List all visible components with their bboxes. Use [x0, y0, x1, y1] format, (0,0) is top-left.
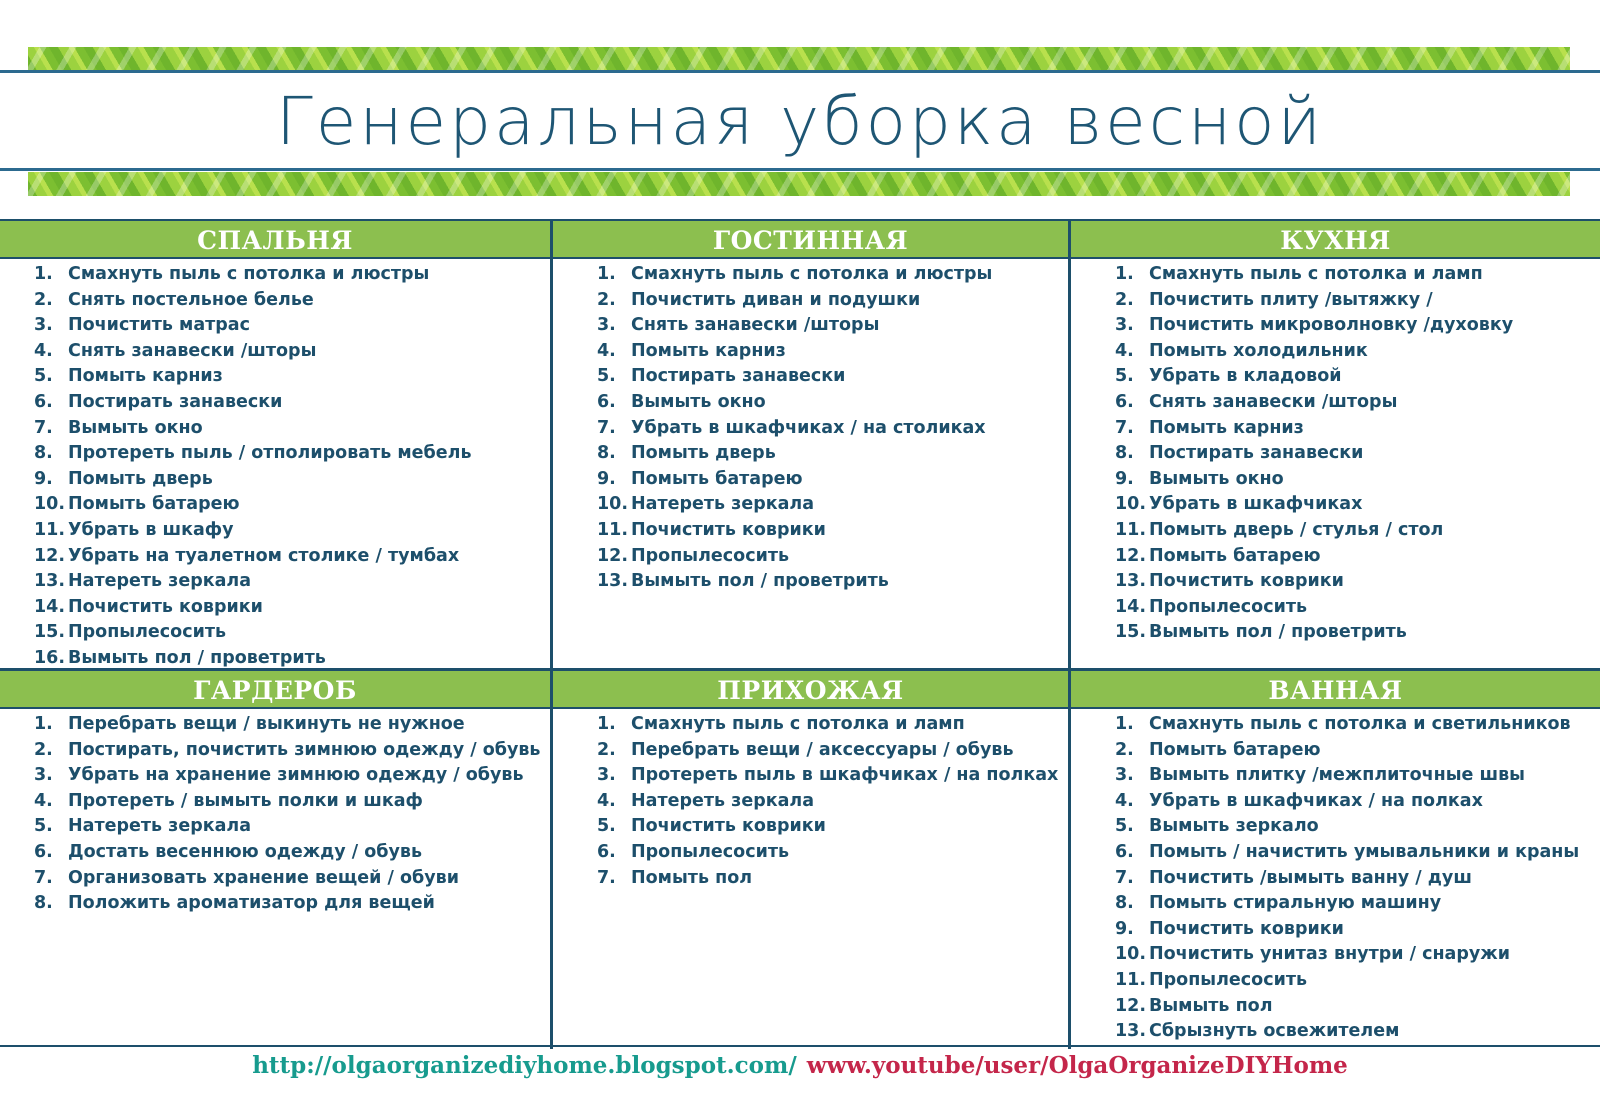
task-item	[553, 313, 1068, 339]
task-number: 3.	[597, 765, 616, 786]
task-list	[0, 709, 550, 917]
task-item	[553, 738, 1068, 764]
task-number: 13.	[597, 571, 629, 592]
task-item	[553, 518, 1068, 544]
task-item	[0, 467, 550, 493]
task-item	[1071, 942, 1600, 968]
task-item	[0, 262, 550, 288]
task-item	[1071, 891, 1600, 917]
task-number: 5.	[597, 366, 616, 387]
task-item	[0, 518, 550, 544]
task-number: 2.	[597, 739, 616, 760]
task-item	[1071, 441, 1600, 467]
task-number: 13.	[34, 571, 66, 592]
task-number: 7.	[34, 417, 53, 438]
task-item	[0, 738, 550, 764]
task-item	[0, 866, 550, 892]
task-item	[553, 339, 1068, 365]
task-number: 8.	[34, 443, 53, 464]
task-item	[0, 416, 550, 442]
youtube-link[interactable]: www.youtube/user/OlgaOrganizeDIYHome	[806, 1052, 1348, 1079]
task-list	[1071, 709, 1600, 1045]
task-text: Вымыть пол / проветрить	[68, 647, 326, 668]
task-number: 5.	[34, 816, 53, 837]
task-text: Убрать в кладовой	[1149, 366, 1342, 387]
task-number: 1.	[597, 264, 616, 284]
task-text: Убрать в шкафчиках	[1149, 494, 1363, 515]
task-text: Положить ароматизатор для вещей	[68, 893, 435, 914]
task-number: 2.	[34, 289, 53, 310]
task-number: 4.	[1115, 790, 1134, 811]
task-text: Пропылесосить	[68, 622, 227, 643]
task-item	[1071, 620, 1600, 646]
task-list	[553, 259, 1068, 595]
title-divider-top	[0, 70, 1600, 73]
task-text: Вымыть плитку /межплиточные швы	[1149, 765, 1525, 786]
task-number: 9.	[597, 468, 616, 489]
task-text: Смахнуть пыль с потолка и ламп	[1149, 264, 1483, 284]
section-hallway	[553, 671, 1071, 1049]
task-text: Помыть батарею	[68, 494, 240, 515]
task-text: Постирать занавески	[631, 366, 846, 387]
task-number: 15.	[1115, 622, 1147, 643]
task-number: 7.	[597, 417, 616, 438]
task-text: Почистить диван и подушки	[631, 289, 921, 310]
task-text: Вымыть пол	[1149, 995, 1273, 1016]
task-text: Почистить коврики	[68, 596, 263, 617]
section-heading: ВАННАЯ	[1071, 671, 1600, 709]
task-number: 3.	[1115, 315, 1134, 336]
task-number: 13.	[1115, 571, 1147, 592]
task-text: Почистить коврики	[631, 816, 826, 837]
task-text: Сбрызнуть освежителем	[1149, 1021, 1400, 1042]
task-text: Снять занавески /шторы	[1149, 391, 1398, 412]
task-item	[0, 364, 550, 390]
section-living-room	[553, 221, 1071, 671]
task-text: Перебрать вещи / аксессуары / обувь	[631, 739, 1014, 760]
section-wardrobe	[0, 671, 553, 1049]
task-item	[1071, 288, 1600, 314]
task-list	[1071, 259, 1600, 646]
task-number: 12.	[1115, 995, 1147, 1016]
task-number: 5.	[34, 366, 53, 387]
task-text: Вымыть окно	[1149, 468, 1284, 489]
task-number: 1.	[1115, 264, 1134, 284]
task-item	[1071, 569, 1600, 595]
task-number: 1.	[34, 264, 53, 284]
task-number: 1.	[597, 714, 616, 734]
task-item	[0, 595, 550, 621]
task-number: 12.	[1115, 545, 1147, 566]
task-item	[1071, 994, 1600, 1020]
task-item	[1071, 968, 1600, 994]
task-text: Помыть стиральную машину	[1149, 893, 1442, 914]
section-kitchen	[1071, 221, 1600, 671]
task-item	[0, 569, 550, 595]
task-text: Убрать на хранение зимнюю одежду / обувь	[68, 765, 524, 786]
task-item	[0, 763, 550, 789]
task-text: Постирать занавески	[68, 391, 283, 412]
task-text: Почистить матрас	[68, 315, 250, 336]
task-number: 3.	[1115, 765, 1134, 786]
task-item	[1071, 840, 1600, 866]
task-item	[553, 262, 1068, 288]
task-number: 4.	[597, 340, 616, 361]
task-number: 12.	[34, 545, 66, 566]
task-list	[553, 709, 1068, 891]
task-item	[0, 814, 550, 840]
blog-link[interactable]: http://olgaorganizediyhome.blogspot.com/	[252, 1052, 797, 1079]
task-number: 9.	[1115, 468, 1134, 489]
task-text: Вымыть окно	[68, 417, 203, 438]
task-number: 3.	[34, 315, 53, 336]
task-text: Вымыть окно	[631, 391, 766, 412]
task-item	[0, 646, 550, 672]
task-number: 13.	[1115, 1021, 1147, 1042]
section-heading: СПАЛЬНЯ	[0, 221, 550, 259]
task-number: 8.	[34, 893, 53, 914]
task-number: 2.	[1115, 739, 1134, 760]
task-text: Достать весеннюю одежду / обувь	[68, 841, 423, 862]
task-item	[0, 712, 550, 738]
task-item	[553, 467, 1068, 493]
task-text: Перебрать вещи / выкинуть не нужное	[68, 714, 465, 734]
decorative-green-band-top	[28, 47, 1570, 71]
task-number: 4.	[34, 340, 53, 361]
task-item	[1071, 313, 1600, 339]
task-item	[0, 339, 550, 365]
task-text: Убрать в шкафчиках / на полках	[1149, 790, 1483, 811]
task-text: Постирать занавески	[1149, 443, 1364, 464]
task-number: 11.	[597, 519, 629, 540]
task-item	[1071, 763, 1600, 789]
task-text: Снять занавески /шторы	[631, 315, 880, 336]
task-item	[1071, 416, 1600, 442]
section-bedroom	[0, 221, 553, 671]
task-text: Убрать в шкафчиках / на столиках	[631, 417, 986, 438]
task-text: Помыть пол	[631, 867, 753, 888]
task-item	[553, 364, 1068, 390]
task-number: 6.	[597, 391, 616, 412]
task-text: Натереть зеркала	[631, 494, 815, 515]
task-text: Почистить микроволновку /духовку	[1149, 315, 1514, 336]
task-text: Помыть дверь	[631, 443, 776, 464]
task-text: Убрать на туалетном столике / тумбах	[68, 545, 460, 566]
task-item	[0, 313, 550, 339]
task-number: 14.	[1115, 596, 1147, 617]
task-item	[553, 569, 1068, 595]
page-title: Генеральная уборка весной	[275, 83, 1325, 160]
task-text: Почистить коврики	[1149, 918, 1344, 939]
task-number: 6.	[1115, 841, 1134, 862]
task-text: Смахнуть пыль с потолка и люстры	[68, 264, 430, 284]
task-number: 11.	[1115, 969, 1147, 990]
task-text: Снять постельное белье	[68, 289, 314, 310]
section-heading: ГОСТИННАЯ	[553, 221, 1068, 259]
task-item	[1071, 390, 1600, 416]
task-text: Почистить унитаз внутри / снаружи	[1149, 944, 1510, 965]
task-number: 5.	[597, 816, 616, 837]
task-text: Помыть дверь	[68, 468, 213, 489]
task-item	[0, 620, 550, 646]
task-item	[1071, 339, 1600, 365]
task-number: 8.	[597, 443, 616, 464]
task-text: Помыть дверь / стулья / стол	[1149, 519, 1444, 540]
task-number: 10.	[34, 494, 66, 515]
task-text: Пропылесосить	[1149, 596, 1308, 617]
task-item	[1071, 712, 1600, 738]
task-text: Вымыть пол / проветрить	[1149, 622, 1407, 643]
task-text: Снять занавески /шторы	[68, 340, 317, 361]
task-text: Пропылесосить	[631, 841, 790, 862]
task-number: 7.	[1115, 867, 1134, 888]
task-text: Натереть зеркала	[631, 790, 815, 811]
task-number: 1.	[34, 714, 53, 734]
task-text: Убрать в шкафу	[68, 519, 234, 540]
task-item	[1071, 518, 1600, 544]
task-item	[553, 441, 1068, 467]
task-number: 16.	[34, 647, 66, 668]
task-text: Помыть батарею	[1149, 739, 1321, 760]
task-text: Вымыть зеркало	[1149, 816, 1319, 837]
task-item	[1071, 262, 1600, 288]
section-heading: ПРИХОЖАЯ	[553, 671, 1068, 709]
task-item	[553, 416, 1068, 442]
task-text: Помыть батарею	[1149, 545, 1321, 566]
task-item	[553, 866, 1068, 892]
task-number: 11.	[1115, 519, 1147, 540]
task-item	[553, 544, 1068, 570]
task-item	[553, 390, 1068, 416]
task-item	[0, 492, 550, 518]
task-text: Протереть / вымыть полки и шкаф	[68, 790, 423, 811]
task-number: 6.	[1115, 391, 1134, 412]
task-item	[1071, 814, 1600, 840]
task-item	[1071, 595, 1600, 621]
task-number: 10.	[1115, 944, 1147, 965]
task-text: Организовать хранение вещей / обуви	[68, 867, 459, 888]
task-item	[1071, 917, 1600, 943]
task-item	[1071, 364, 1600, 390]
task-item	[0, 288, 550, 314]
task-text: Помыть / начистить умывальники и краны	[1149, 841, 1580, 862]
task-number: 15.	[34, 622, 66, 643]
task-item	[553, 763, 1068, 789]
task-number: 10.	[1115, 494, 1147, 515]
task-number: 5.	[1115, 366, 1134, 387]
task-item	[553, 492, 1068, 518]
task-number: 9.	[34, 468, 53, 489]
task-text: Натереть зеркала	[68, 571, 252, 592]
task-number: 2.	[34, 739, 53, 760]
section-heading: ГАРДЕРОБ	[0, 671, 550, 709]
task-text: Почистить плиту /вытяжку /	[1149, 289, 1433, 310]
task-list	[0, 259, 550, 672]
task-number: 7.	[597, 867, 616, 888]
task-number: 1.	[1115, 714, 1134, 734]
task-number: 7.	[34, 867, 53, 888]
task-number: 14.	[34, 596, 66, 617]
task-text: Помыть карниз	[631, 340, 786, 361]
task-number: 4.	[1115, 340, 1134, 361]
task-number: 10.	[597, 494, 629, 515]
task-item	[1071, 467, 1600, 493]
task-item	[1071, 789, 1600, 815]
task-item	[1071, 866, 1600, 892]
task-number: 12.	[597, 545, 629, 566]
decorative-green-band-bottom	[28, 172, 1570, 196]
task-number: 8.	[1115, 443, 1134, 464]
task-item	[1071, 544, 1600, 570]
task-item	[553, 288, 1068, 314]
task-text: Смахнуть пыль с потолка и люстры	[631, 264, 993, 284]
task-number: 3.	[597, 315, 616, 336]
task-number: 4.	[34, 790, 53, 811]
task-text: Помыть холодильник	[1149, 340, 1368, 361]
task-text: Вымыть пол / проветрить	[631, 571, 889, 592]
task-number: 3.	[34, 765, 53, 786]
task-number: 2.	[1115, 289, 1134, 310]
task-item	[0, 891, 550, 917]
task-item	[0, 789, 550, 815]
task-number: 4.	[597, 790, 616, 811]
task-number: 7.	[1115, 417, 1134, 438]
task-number: 8.	[1115, 893, 1134, 914]
task-item	[553, 789, 1068, 815]
task-item	[1071, 492, 1600, 518]
task-item	[0, 390, 550, 416]
task-text: Протереть пыль / отполировать мебель	[68, 443, 472, 464]
task-item	[553, 712, 1068, 738]
task-number: 6.	[34, 391, 53, 412]
task-item	[0, 441, 550, 467]
task-text: Помыть батарею	[631, 468, 803, 489]
task-item	[553, 840, 1068, 866]
task-text: Протереть пыль в шкафчиках / на полках	[631, 765, 1059, 786]
section-bathroom	[1071, 671, 1600, 1049]
task-text: Помыть карниз	[68, 366, 223, 387]
task-item	[1071, 738, 1600, 764]
task-text: Почистить коврики	[1149, 571, 1344, 592]
section-heading: КУХНЯ	[1071, 221, 1600, 259]
task-number: 6.	[597, 841, 616, 862]
task-text: Почистить коврики	[631, 519, 826, 540]
task-number: 11.	[34, 519, 66, 540]
task-text: Помыть карниз	[1149, 417, 1304, 438]
task-item	[553, 814, 1068, 840]
task-text: Смахнуть пыль с потолка и светильников	[1149, 714, 1571, 734]
task-item	[0, 840, 550, 866]
task-text: Почистить /вымыть ванну / душ	[1149, 867, 1472, 888]
checklist-grid	[0, 219, 1600, 1047]
title-divider-bottom	[0, 168, 1600, 171]
task-item	[1071, 1019, 1600, 1045]
task-text: Пропылесосить	[631, 545, 790, 566]
footer-links	[0, 1051, 1600, 1081]
task-number: 6.	[34, 841, 53, 862]
task-text: Смахнуть пыль с потолка и ламп	[631, 714, 965, 734]
task-text: Пропылесосить	[1149, 969, 1308, 990]
task-number: 2.	[597, 289, 616, 310]
task-text: Постирать, почистить зимнюю одежду / обувь	[68, 739, 541, 760]
task-number: 5.	[1115, 816, 1134, 837]
task-number: 9.	[1115, 918, 1134, 939]
task-item	[0, 544, 550, 570]
task-text: Натереть зеркала	[68, 816, 252, 837]
